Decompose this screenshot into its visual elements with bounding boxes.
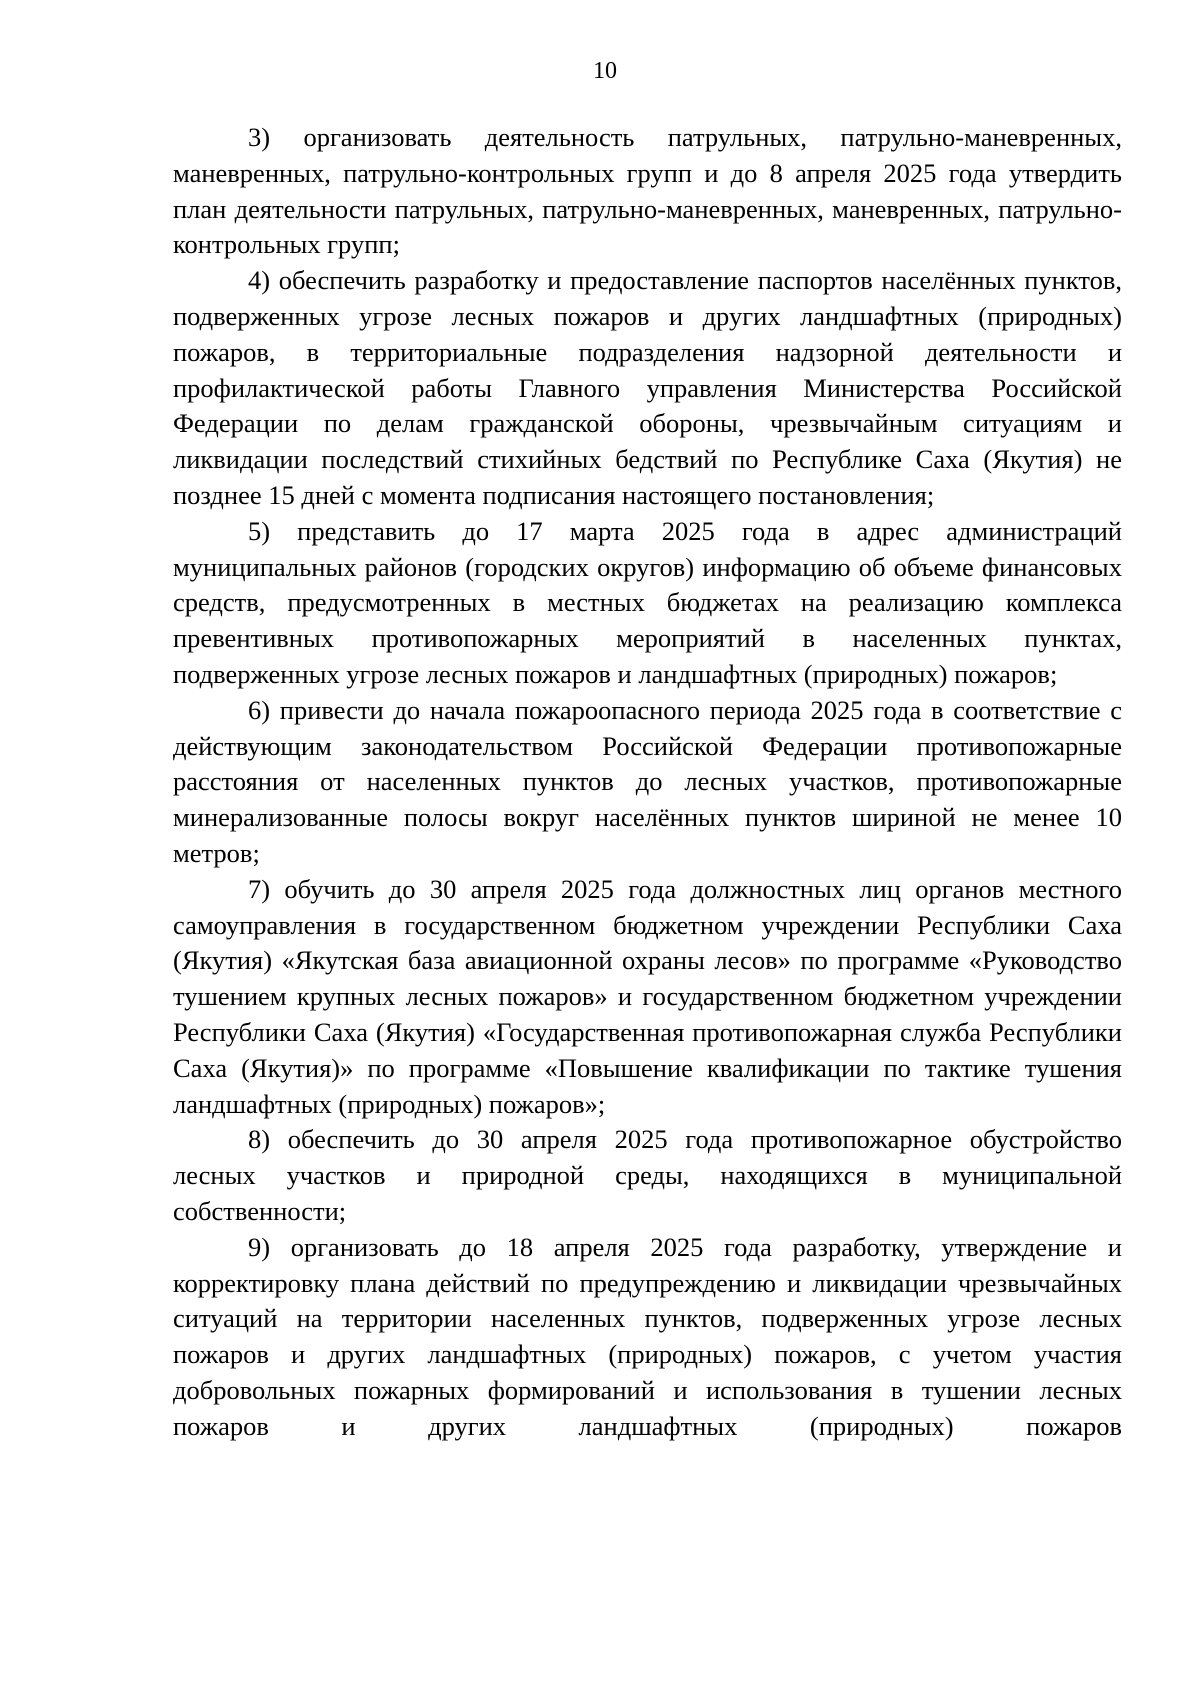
document-body — [173, 120, 1122, 1444]
paragraph-item-5: 5) представить до 17 марта 2025 года в адрес администраций муниципальных районов (городских округов) информацию об объеме финансовых средств, предусмотренных в местных бюджетах на реализацию комплекса превентивных противопожарных мероприятий в населенных пунктах, подверженных угрозе лесных пожаров и ландшафтных (природных) пожаров; — [173, 515, 1122, 689]
paragraph-item-9: 9) организовать до 18 апреля 2025 года разработку, утверждение и корректировку плана действий по предупреждению и ликвидации чрезвычайных ситуаций на территории населенных пунктов, подверженных угрозе лесных пожаров и других ландшафтных (природных) пожаров, с учетом участия добровольных пожарных формирований и использования в тушении лесных пожаров и других ландшафтных (природных) пожаров — [173, 1231, 1122, 1441]
page-number: 10 — [593, 58, 617, 84]
paragraph-item-6: 6) привести до начала пожароопасного периода 2025 года в соответствие с действующим законодательством Российской Федерации противопожарные расстояния от населенных пунктов до лесных участков, противопожарные минерализованные полосы вокруг населённых пунктов шириной не менее 10 метров; — [173, 694, 1122, 868]
paragraph-item-8: 8) обеспечить до 30 апреля 2025 года противопожарное обустройство лесных участков и природной среды, находящихся в муниципальной собственности; — [173, 1124, 1122, 1226]
paragraph-item-3: 3) организовать деятельность патрульных, патрульно-маневренных, маневренных, патрульно-контрольных групп и до 8 апреля 2025 года утвердить план деятельности патрульных, патрульно-маневренных, маневренных, патрульно-контрольных групп; — [173, 122, 1122, 260]
paragraph-item-4: 4) обеспечить разработку и предоставление паспортов населённых пунктов, подверженных угрозе лесных пожаров и других ландшафтных (природных) пожаров, в территориальные подразделения надзорной деятельности и профилактической работы Главного управления Министерства Российской Федерации по делам гражданской обороны, чрезвычайным ситуациям и ликвидации последствий стихийных бедствий по Республике Саха (Якутия) не позднее 15 дней с момента подписания настоящего постановления; — [173, 265, 1122, 510]
paragraph-item-7: 7) обучить до 30 апреля 2025 года должностных лиц органов местного самоуправления в государственном бюджетном учреждении Республики Саха (Якутия) «Якутская база авиационной охраны лесов» по программе «Руководство тушением крупных лесных пожаров» и государственном бюджетном учреждении Республики Саха (Якутия) «Государственная противопожарная служба Республики Саха (Якутия)» по программе «Повышение квалификации по тактике тушения ландшафтных (природных) пожаров»; — [173, 873, 1122, 1119]
